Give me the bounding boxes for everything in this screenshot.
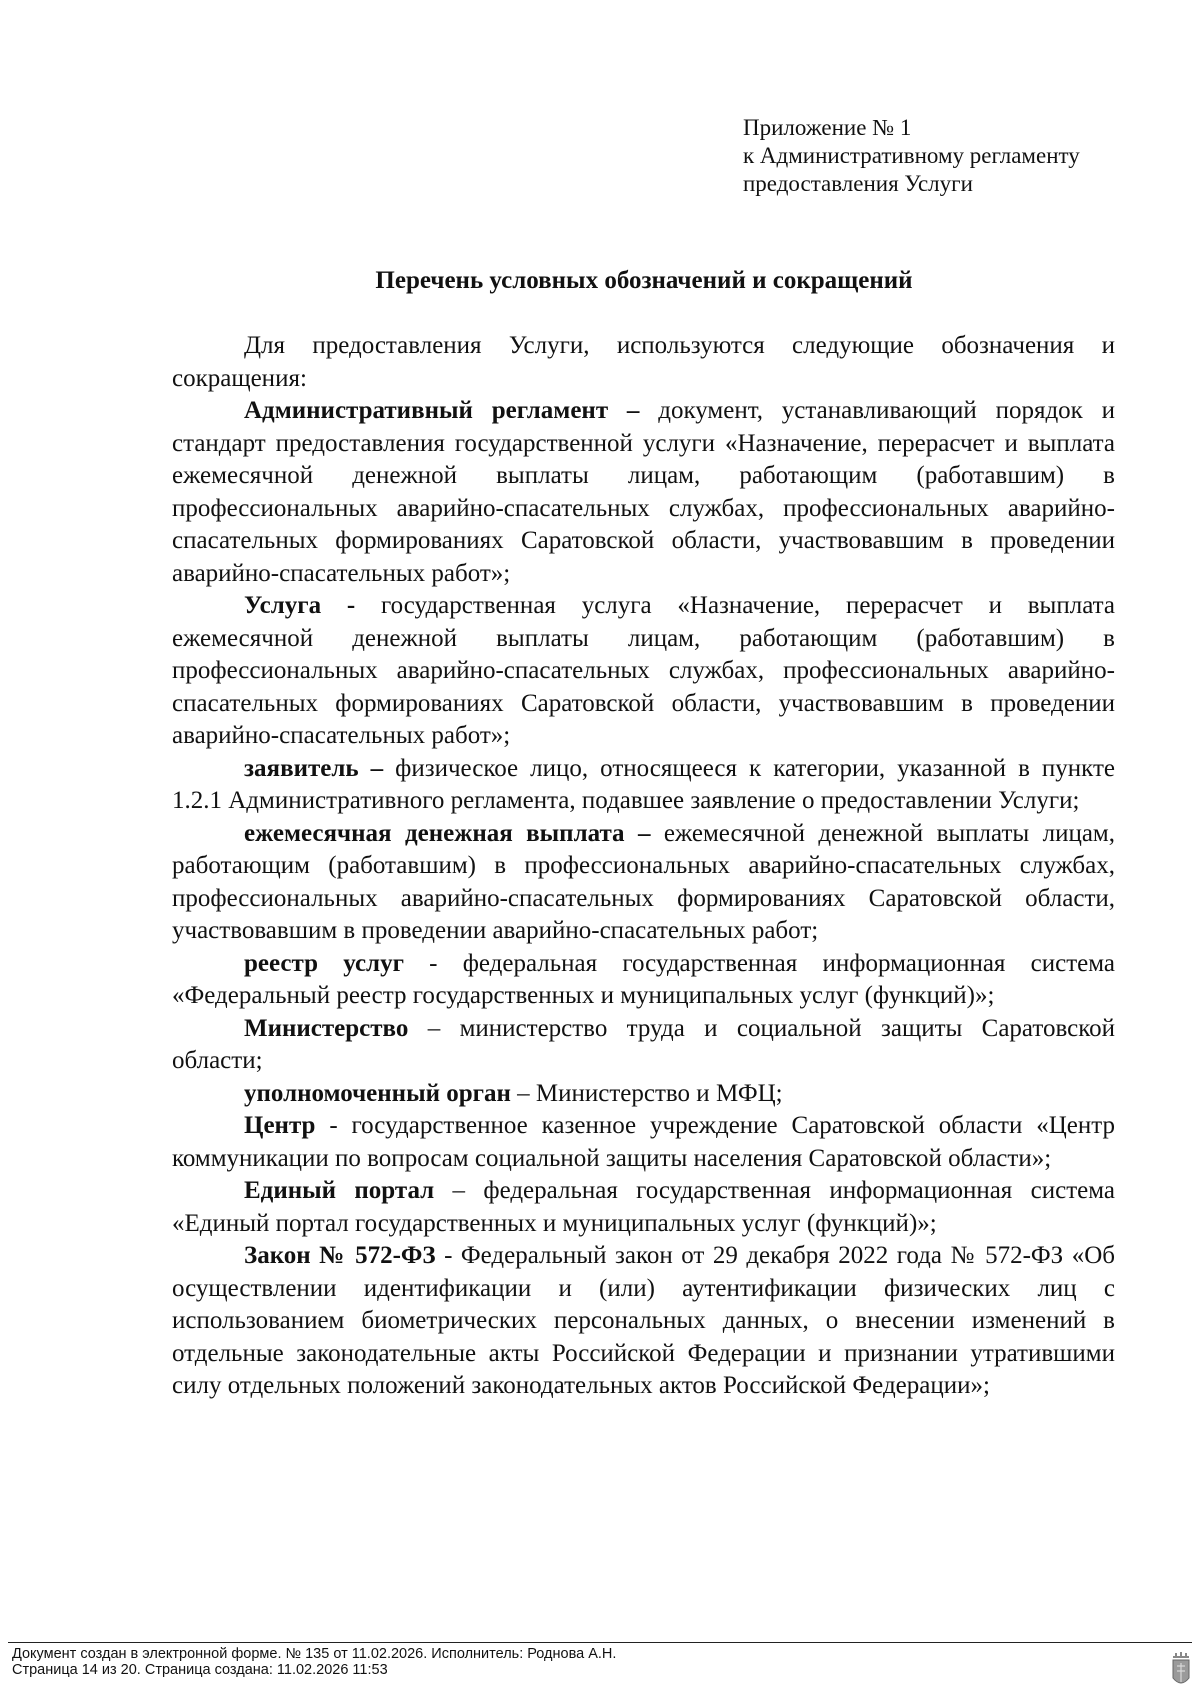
definition-text: – федеральная государственная информационная система «Единый портал государственных и муниципальных услуг (функций)»; bbox=[172, 1177, 1115, 1237]
definition-term: Административный регламент – bbox=[244, 397, 640, 424]
intro-paragraph: Для предоставления Услуги, используются следующие обозначения и сокращения: bbox=[172, 332, 1115, 392]
definition-term: заявитель – bbox=[244, 754, 384, 782]
definition-service bbox=[172, 590, 1115, 753]
document-footer bbox=[12, 1646, 616, 1678]
definition-term: уполномоченный орган bbox=[244, 1079, 511, 1107]
definition-text: государственная услуга «Назначение, перерасчет и выплата ежемесячной денежной выплаты лицам, работающим (работавшим) в профессиональных аварийно-спасательных службах, профессиональных аварийно-спасательных формированиях Саратовской области, участвовавшим в проведении аварийно-спасательных работ»; bbox=[172, 592, 1115, 749]
definition-term: ежемесячная денежная выплата – bbox=[244, 819, 651, 847]
definition-text: – министерство труда и социальной защиты Саратовской области; bbox=[172, 1014, 1115, 1074]
document-title: Перечень условных обозначений и сокращений bbox=[375, 267, 913, 294]
document-body bbox=[172, 330, 1115, 1403]
definition-term: Единый портал bbox=[244, 1177, 435, 1204]
appendix-header bbox=[743, 114, 1080, 198]
definition-term: реестр услуг bbox=[244, 949, 404, 977]
definition-text: - Федеральный закон от 29 декабря 2022 года № 572-ФЗ «Об осуществлении идентификации и (или) аутентификации физических лиц с использованием биометрических персональных данных, о внесении изменений в отдельные законодательные акты Российской Федерации и признании утратившими силу отдельных положений законодательных актов Российской Федерации»; bbox=[172, 1242, 1115, 1399]
footer-page-info: Страница 14 из 20. Страница создана: 11.02.2026 11:53 bbox=[12, 1662, 388, 1678]
definition-text: ежемесячной денежной выплаты лицам, работающим (работавшим) в профессиональных аварийно-спасательных службах, профессиональных аварийно-спасательных формированиях Саратовской области, участвовавшим в проведении аварийно-спасательных работ; bbox=[172, 819, 1115, 944]
definition-services-registry bbox=[172, 948, 1115, 1013]
footer-creation-info: Документ создан в электронной форме. № 135 от 11.02.2026. Исполнитель: Роднова А.Н. bbox=[12, 1646, 617, 1662]
definition-term: Закон № 572-ФЗ bbox=[244, 1242, 436, 1269]
definition-text: - федеральная государственная информационная система «Федеральный реестр государственных и муниципальных услуг (функций)»; bbox=[172, 949, 1115, 1009]
appendix-reference: к Административному регламенту bbox=[743, 143, 1080, 168]
definition-text: – Министерство и МФЦ; bbox=[510, 1079, 783, 1107]
definition-administrative-regulation bbox=[172, 395, 1115, 590]
definition-law-572 bbox=[172, 1240, 1115, 1403]
definition-term: Министерство bbox=[244, 1014, 409, 1042]
appendix-number: Приложение № 1 bbox=[743, 115, 912, 140]
definition-monthly-payment bbox=[172, 818, 1115, 948]
coat-of-arms-icon bbox=[1171, 1652, 1191, 1690]
definition-center bbox=[172, 1110, 1115, 1175]
definition-applicant bbox=[172, 753, 1115, 818]
definition-term: Услуга - bbox=[244, 592, 356, 619]
definition-term: Центр bbox=[244, 1112, 316, 1139]
appendix-subject: предоставления Услуги bbox=[743, 171, 973, 196]
footer-divider bbox=[8, 1642, 1192, 1643]
definition-text: документ, устанавливающий порядок и стандарт предоставления государственной услуги «Назначение, перерасчет и выплата ежемесячной денежной выплаты лицам, работающим (работавшим) в профессиональных аварийно-спасательных службах, профессиональных аварийно-спасательных формированиях Саратовской области, участвовавшим в проведении аварийно-спасательных работ»; bbox=[172, 397, 1115, 587]
definition-text: физическое лицо, относящееся к категории, указанной в пункте 1.2.1 Административного регламента, подавшее заявление о предоставлении Услуги; bbox=[172, 754, 1115, 814]
definition-unified-portal bbox=[172, 1175, 1115, 1240]
definition-text: - государственное казенное учреждение Саратовской области «Центр коммуникации по вопросам социальной защиты населения Саратовской области»; bbox=[172, 1112, 1115, 1172]
definition-ministry bbox=[172, 1013, 1115, 1078]
definition-authorized-body bbox=[172, 1078, 1115, 1111]
